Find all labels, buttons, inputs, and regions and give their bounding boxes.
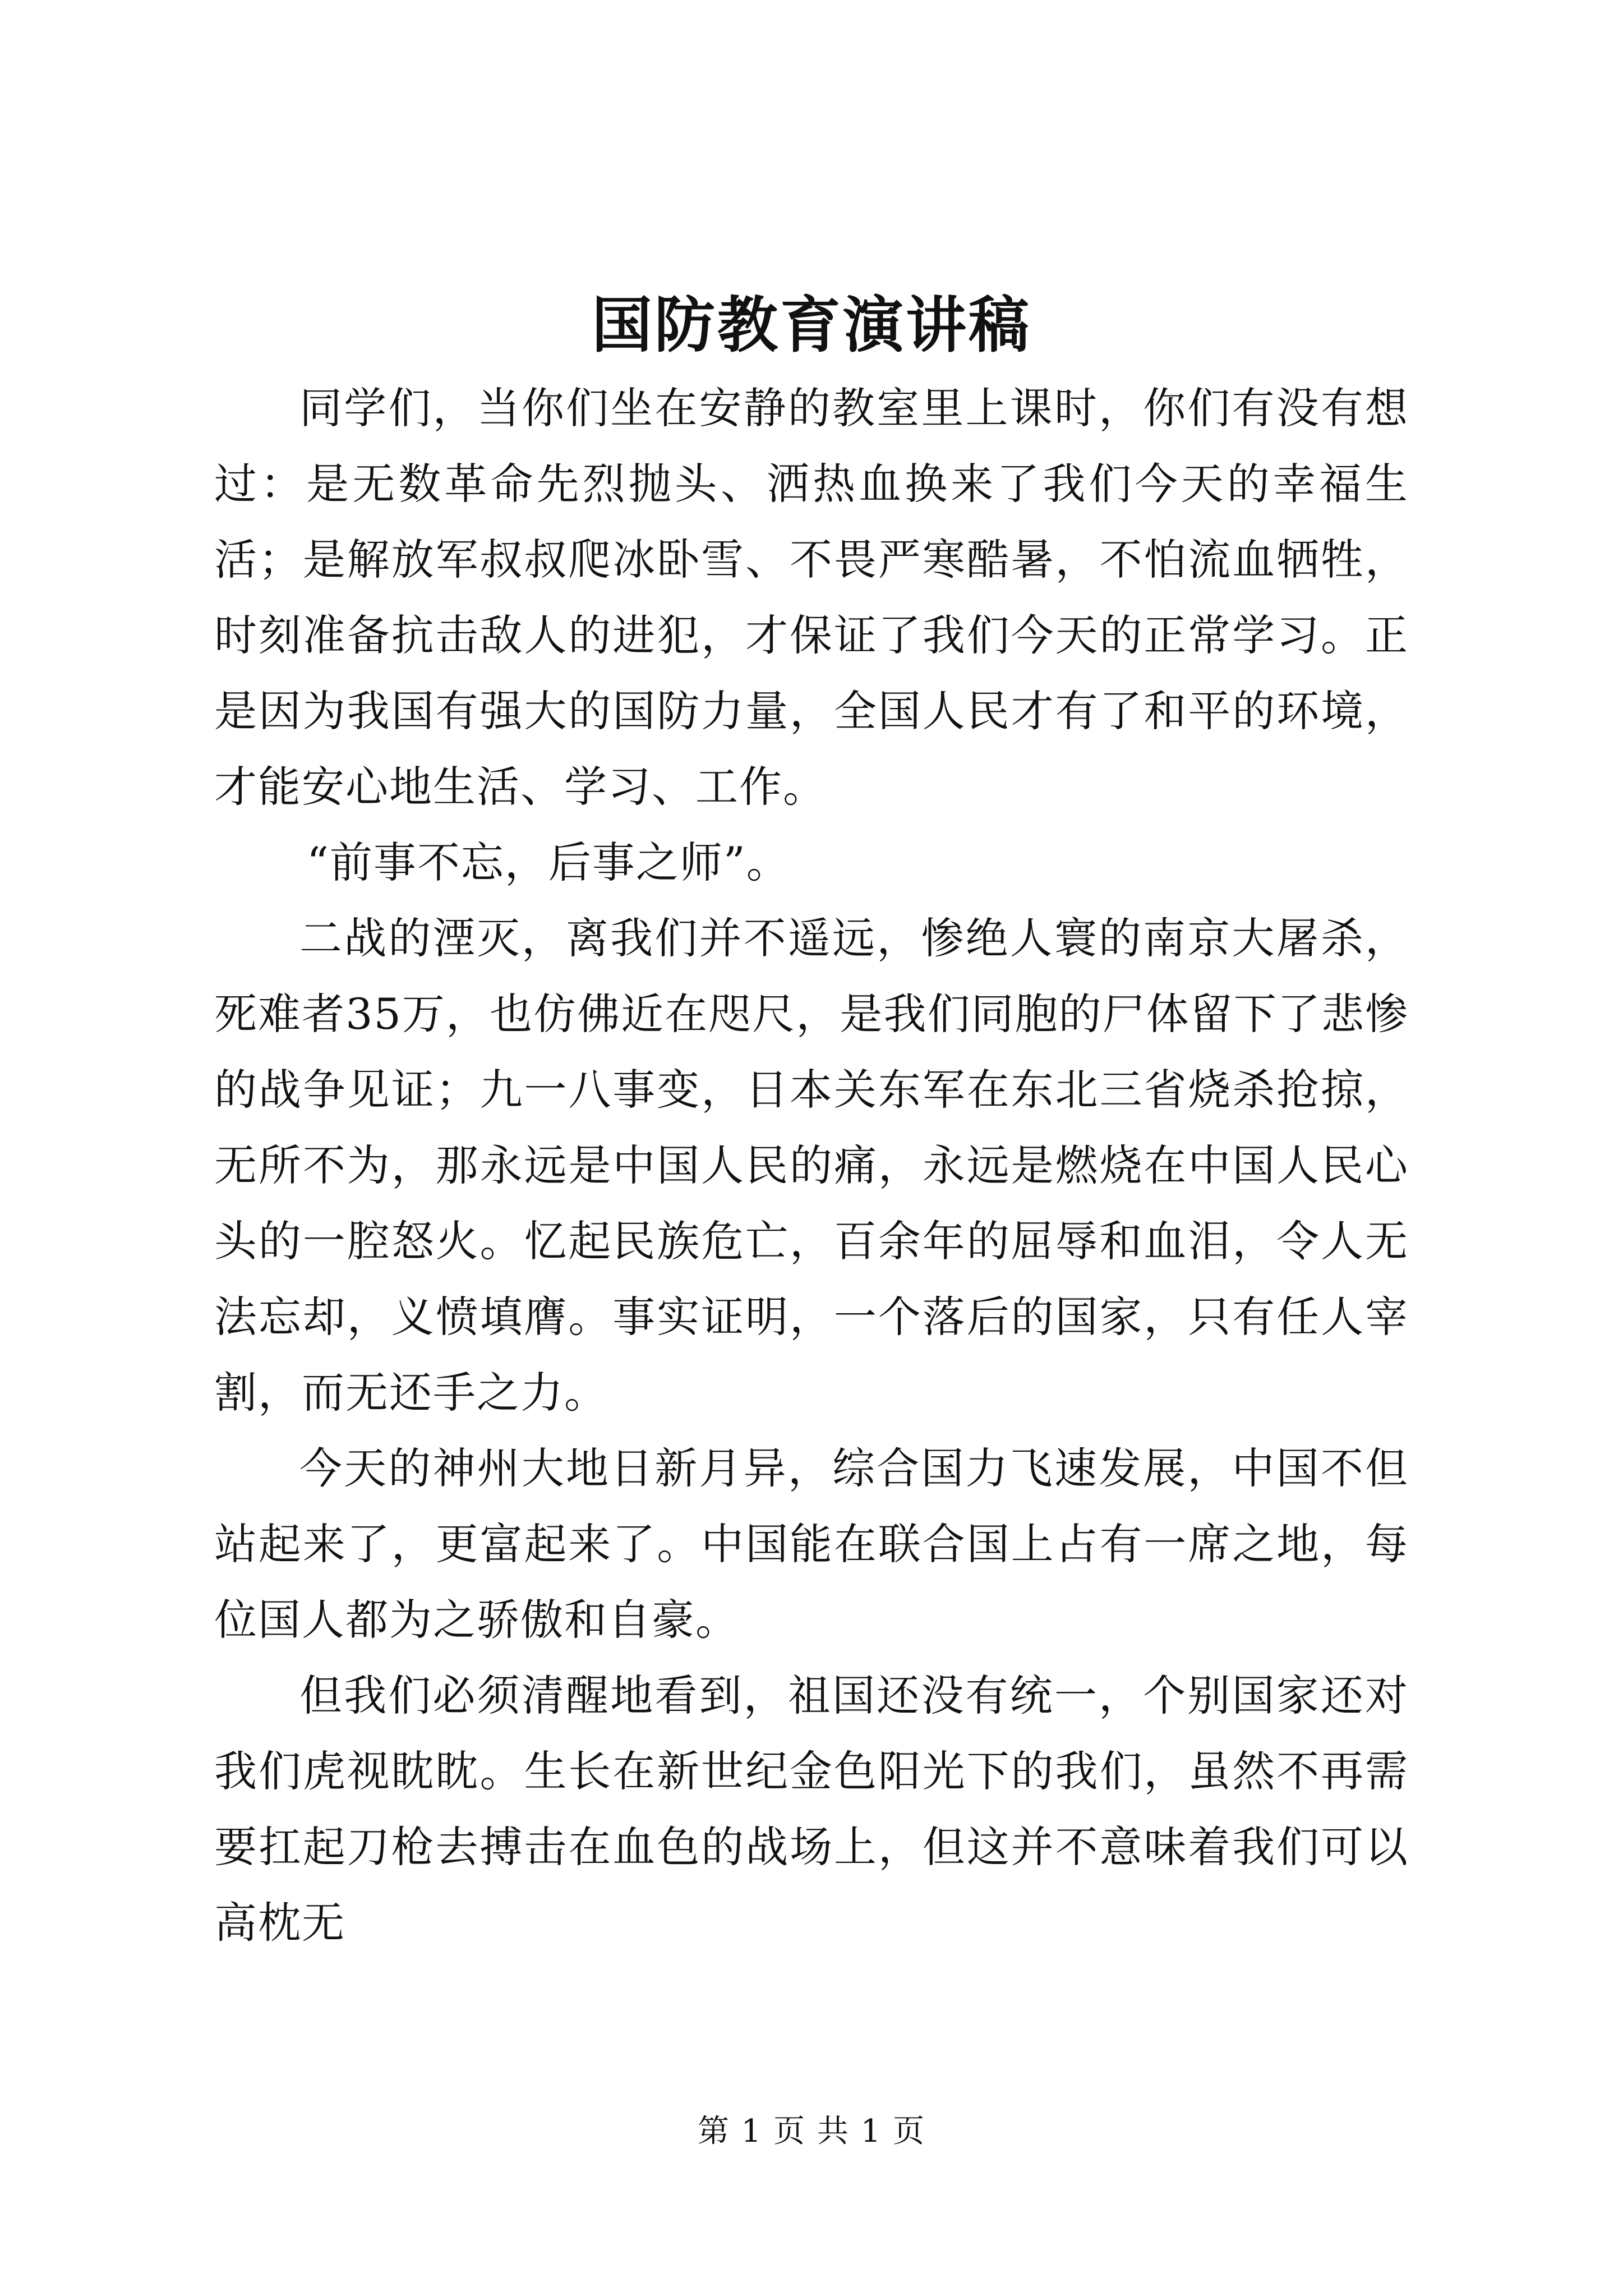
document-title: 国防教育演讲稿 [591,290,1031,361]
page-number-label: 第 1 页 共 1 页 [697,2113,926,2150]
document-body [214,370,1409,1961]
paragraph-4: 今天的神州大地日新月异，综合国力飞速发展，中国不但站起来了，更富起来了。中国能在联合国上占有一席之地，每位国人都为之骄傲和自豪。 [214,1443,1409,1645]
page-footer [0,2109,1623,2154]
paragraph-5: 但我们必须清醒地看到，祖国还没有统一，个别国家还对我们虎视眈眈。生长在新世纪金色阳光下的我们，虽然不再需要扛起刀枪去搏击在血色的战场上，但这并不意味着我们可以高枕无 [214,1671,1409,1948]
paragraph-2-quote: “前事不忘，后事之师”。 [307,838,790,887]
paragraph-1: 同学们，当你们坐在安静的教室里上课时，你们有没有想过：是无数革命先烈抛头、洒热血换来了我们今天的幸福生活；是解放军叔叔爬冰卧雪、不畏严寒酷暑，不怕流血牺牲，时刻准备抗击敌人的进犯，才保证了我们今天的正常学习。正是因为我国有强大的国防力量，全国人民才有了和平的环境，才能安心地生活、学习、工作。 [214,383,1409,812]
paragraph-3: 二战的湮灭，离我们并不遥远，惨绝人寰的南京大屠杀，死难者35万，也仿佛近在咫尺，是我们同胞的尸体留下了悲惨的战争见证；九一八事变，日本关东军在东北三省烧杀抢掠，无所不为，那永远是中国人民的痛，永远是燃烧在中国人民心头的一腔怒火。忆起民族危亡，百余年的屈辱和血泪，令人无法忘却，义愤填膺。事实证明，一个落后的国家，只有任人宰割，而无还手之力。 [214,913,1409,1418]
